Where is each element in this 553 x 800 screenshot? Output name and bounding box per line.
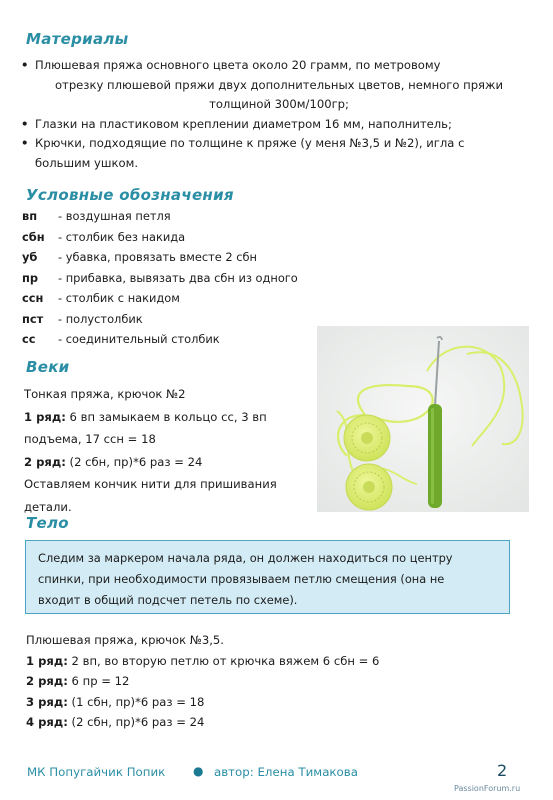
veki-outro: детали. (24, 499, 72, 514)
bullet-icon: • (21, 116, 29, 131)
legend-abbr: сс (22, 332, 36, 346)
legend-abbr: сбн (22, 229, 45, 244)
veki-row (24, 406, 314, 429)
row-text: 6 пр = 12 (71, 674, 130, 688)
materials-item-text: Глазки на пластиковом креплении диаметром 16 мм, наполнитель; (35, 116, 452, 131)
legend-abbr: пр (22, 270, 39, 285)
legend-row (22, 329, 312, 350)
telo-heading: Тело (26, 514, 69, 532)
materials-list (18, 56, 523, 173)
note-text: спинки, при необходимости провязываем петлю смещения (она не (38, 572, 445, 586)
legend-row (22, 227, 312, 248)
legend-desc: - убавка, провязать вместе 2 сбн (58, 250, 257, 264)
row-label: 2 ряд: (26, 674, 68, 688)
note-text: Следим за маркером начала ряда, он должен находиться по центру (38, 551, 453, 565)
row-text: (2 сбн, пр)*6 раз = 24 (69, 454, 203, 469)
legend-desc: - прибавка, вывязать два сбн из одного (58, 270, 298, 285)
bullet-icon: • (21, 58, 29, 72)
footer-title: МК Попугайчик Попик (27, 765, 166, 779)
materials-item (18, 56, 523, 115)
note-text: входит в общий подсчет петель по схеме). (38, 593, 298, 607)
row-text-continued: подъема, 17 ссн = 18 (24, 432, 156, 446)
telo-row (26, 671, 506, 692)
veki-intro: Тонкая пряжа, крючок №2 (24, 387, 186, 401)
legend-desc: - полустолбик (58, 311, 143, 326)
row-label: 1 ряд: (24, 409, 66, 424)
footer-author: автор: Елена Тимакова (214, 765, 358, 779)
eyelids-photo (317, 326, 529, 512)
legend-heading: Условные обозначения (26, 186, 234, 204)
legend-abbr: уб (22, 250, 38, 264)
row-text: 6 вп замыкаем в кольцо сс, 3 вп (69, 409, 267, 424)
legend-abbr: ссн (22, 291, 44, 305)
materials-item-text: отрезку плюшевой пряжи двух дополнительных цветов, немного пряжи (54, 77, 504, 92)
row-label: 4 ряд: (26, 715, 68, 729)
legend-row (22, 309, 312, 330)
legend-row (22, 206, 312, 227)
materials-item-text: толщиной 300м/100гр; (209, 97, 349, 111)
page-footer (27, 761, 527, 783)
legend-row (22, 288, 312, 309)
legend-desc: - соединительный столбик (58, 332, 220, 346)
bullet-icon: • (21, 136, 29, 150)
legend-desc: - столбик без накида (58, 229, 186, 244)
watermark: PassionForum.ru (454, 784, 521, 793)
row-text: (1 сбн, пр)*6 раз = 18 (71, 694, 205, 709)
legend-desc: - столбик с накидом (58, 291, 180, 305)
page-number: 2 (497, 761, 508, 780)
legend-desc: - воздушная петля (58, 209, 171, 223)
row-label: 2 ряд: (24, 454, 66, 469)
row-label: 3 ряд: (26, 694, 68, 709)
veki-heading: Веки (26, 358, 70, 376)
veki-outro: Оставляем кончик нити для пришивания (24, 477, 277, 491)
telo-row (26, 651, 506, 672)
legend-abbr: пст (22, 311, 44, 326)
legend-row (22, 247, 312, 268)
materials-item-text: большим ушком. (35, 155, 139, 170)
veki-instructions (24, 383, 314, 518)
marker-note-box (25, 540, 510, 614)
veki-row (24, 451, 314, 474)
row-text: 2 вп, во вторую петлю от крючка вяжем 6 сбн = 6 (71, 653, 380, 668)
materials-item (18, 115, 523, 135)
materials-item (18, 134, 523, 173)
telo-instructions (26, 630, 506, 733)
abbreviation-legend (22, 206, 312, 350)
legend-row (22, 268, 312, 289)
telo-row (26, 692, 506, 713)
telo-intro: Плюшевая пряжа, крючок №3,5. (26, 633, 224, 647)
materials-item-text: Крючки, подходящие по толщине к пряже (у меня №3,5 и №2), игла с (35, 136, 465, 150)
footer-bullet-icon: ● (193, 764, 204, 778)
materials-item-text: Плюшевая пряжа основного цвета около 20 грамм, по метровому (35, 58, 441, 72)
row-text: (2 сбн, пр)*6 раз = 24 (71, 715, 205, 729)
materials-heading: Материалы (26, 30, 129, 48)
row-label: 1 ряд: (26, 653, 68, 668)
telo-row (26, 712, 506, 733)
legend-abbr: вп (22, 209, 38, 223)
